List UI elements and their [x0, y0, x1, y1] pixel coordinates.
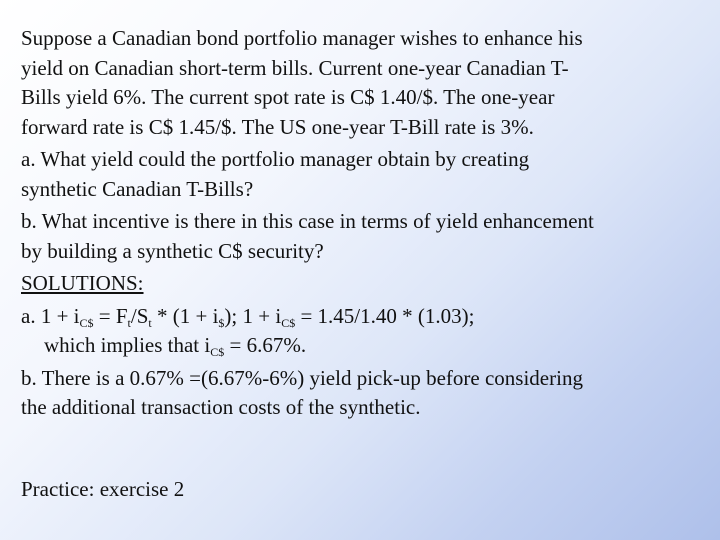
question-b-line-2: by building a synthetic C$ security?: [21, 238, 324, 263]
question-b-line-1: b. What incentive is there in this case in terms of yield enhancement: [21, 209, 594, 233]
formula-sub-1: C$: [79, 315, 94, 330]
problem-line-3: Bills yield 6%. The current spot rate is C$ 1.40/$. The one-year: [21, 85, 555, 109]
formula-part-5: ); 1 + i: [224, 303, 282, 328]
formula-part-3: /S: [130, 303, 149, 328]
solution-a-result: [21, 331, 701, 361]
formula-sub-3: t: [148, 315, 152, 330]
solution-b: [21, 364, 701, 423]
formula-part-1: a. 1 + i: [21, 303, 80, 328]
problem-statement: [21, 24, 701, 142]
formula-sub-4: $: [218, 315, 225, 330]
slide-content: [21, 24, 701, 423]
result-part-2: = 6.67%.: [224, 333, 307, 357]
formula-part-4: * (1 + i: [151, 303, 219, 328]
problem-line-4: forward rate is C$ 1.45/$. The US one-year T-Bill rate is 3%.: [21, 114, 534, 139]
question-a: [21, 145, 701, 204]
problem-line-1: Suppose a Canadian bond portfolio manager wishes to enhance his: [21, 26, 583, 50]
formula-sub-5: C$: [281, 315, 296, 330]
formula-sub-2: t: [127, 315, 131, 330]
solutions-heading: [21, 269, 701, 299]
formula-part-6: = 1.45/1.40 * (1.03);: [295, 303, 475, 328]
solution-a-formula: [21, 302, 701, 332]
question-b: [21, 207, 701, 266]
solution-b-line-2: the additional transaction costs of the synthetic.: [21, 395, 421, 419]
result-sub-1: C$: [210, 345, 225, 359]
question-a-line-1: a. What yield could the portfolio manager obtain by creating: [21, 147, 530, 171]
question-a-line-2: synthetic Canadian T-Bills?: [21, 176, 254, 201]
solution-a: [21, 302, 701, 361]
formula-part-2: = F: [93, 303, 128, 328]
solution-b-line-1: b. There is a 0.67% =(6.67%-6%) yield pick-up before considering: [21, 365, 583, 390]
result-part-1: which implies that i: [44, 333, 211, 357]
problem-line-2: yield on Canadian short-term bills. Current one-year Canadian T-: [21, 55, 569, 80]
solutions-heading-text: SOLUTIONS:: [21, 271, 144, 295]
practice-note: Practice: exercise 2: [21, 477, 185, 501]
